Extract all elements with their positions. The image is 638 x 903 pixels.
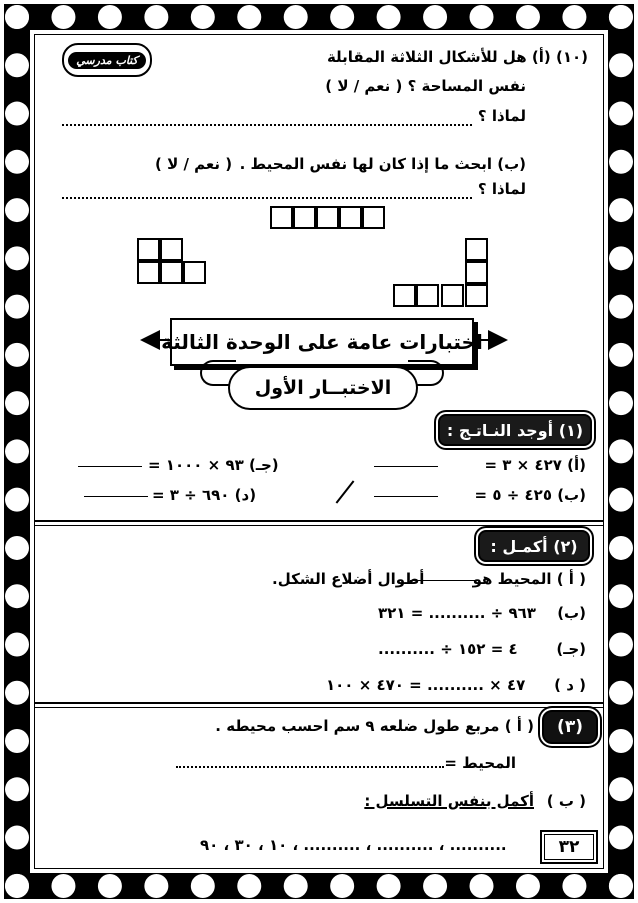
shape-cell [362,206,385,229]
shape-cell [293,206,316,229]
s2-item-b-expression: ٩٦٣ ÷ .......... = ٣٢١ [378,604,536,622]
s3-item-a: ( أ ) مربع طول ضلعه ٩ سم احسب محيطه . [215,717,534,735]
s3-item-b-text: أكمل بنفس التسلسل : [364,792,534,810]
q10-b-question: (ب) ابحث ما إذا كان لها نفس المحيط . [239,155,526,173]
q10-why-2: لماذا ؟ [477,180,526,198]
shape-cell [183,261,206,284]
s3-perimeter-label: المحيط = [444,754,516,772]
shape-cell [339,206,362,229]
s1-answer-b[interactable] [374,496,438,497]
shape-cell [137,261,160,284]
page-number: ٣٢ [540,830,598,864]
q10-b-options: ( نعم / لا ) [155,155,233,173]
answer-line-why-1[interactable] [62,124,472,126]
section-separator-2 [34,702,604,708]
shape-cell [393,284,416,307]
s2-item-c-expression: .......... ÷ ٤ = ١٥٢ [378,640,518,658]
section-separator-1 [34,520,604,526]
q10-title: (١٠) (أ) هل للأشكال الثلاثة المقابلة [326,48,588,66]
s1-answer-d[interactable] [84,496,148,497]
shape-cell [465,284,488,307]
banner-arrow-right [488,330,508,350]
shape-cell [160,261,183,284]
s1-answer-a[interactable] [374,466,438,467]
s2-item-b-label: (ب) [557,604,586,622]
s2-item-a-suffix: أطوال أضلاع الشكل. [272,570,425,588]
section-1-heading: (١) أوجد النـاتـج : [438,414,592,446]
first-test-ribbon: الاختبــار الأول [228,366,418,410]
s2-item-c-label: (جـ) [556,640,586,658]
s2-item-d-label: ( د ) [554,676,586,694]
book-logo-text: كتاب مدرسي [68,52,145,69]
s1-answer-c[interactable] [78,466,142,467]
shape-cell [270,206,293,229]
shape-cell [160,238,183,261]
section-3-badge: (٣) [542,710,598,744]
shape-cell [465,238,488,261]
s2-item-a-prefix: ( أ ) المحيط هو [472,570,586,588]
banner-arrow-left [140,330,160,350]
shape-cell [137,238,160,261]
s2-item-d-expression: ٤٧ × .......... = ٤٧٠ × ١٠٠ [326,676,526,694]
s1-item-d: (د) ٦٩٠ ÷ ٣ = [152,486,257,504]
answer-line-why-2[interactable] [62,197,472,199]
q10-why-1: لماذا ؟ [477,107,526,125]
shape-cell [316,206,339,229]
shape-cell [465,261,488,284]
book-logo [62,43,152,77]
s3-answer-perimeter[interactable] [176,766,444,768]
section-2-heading: (٢) أكمـل : [478,530,590,562]
s3-item-b-label: ( ب ) [546,792,586,810]
s1-item-a: (أ) ٤٢٧ × ٣ = [484,456,586,474]
shape-cell [416,284,439,307]
s1-item-b: (ب) ٤٢٥ ÷ ٥ = [474,486,586,504]
unit-tests-banner: اختبارات عامة على الوحدة الثالثة [170,318,474,366]
s1-item-c: (جـ) ٩٣ × ١٠٠٠ = [148,456,279,474]
s3-sequence: ١٠ ، ٣٠ ، ٩٠ ، .......... ، .......... ، .......... [200,836,507,854]
q10-area-question: نفس المساحة ؟ ( نعم / لا ) [325,77,526,95]
shape-cell [441,284,464,307]
